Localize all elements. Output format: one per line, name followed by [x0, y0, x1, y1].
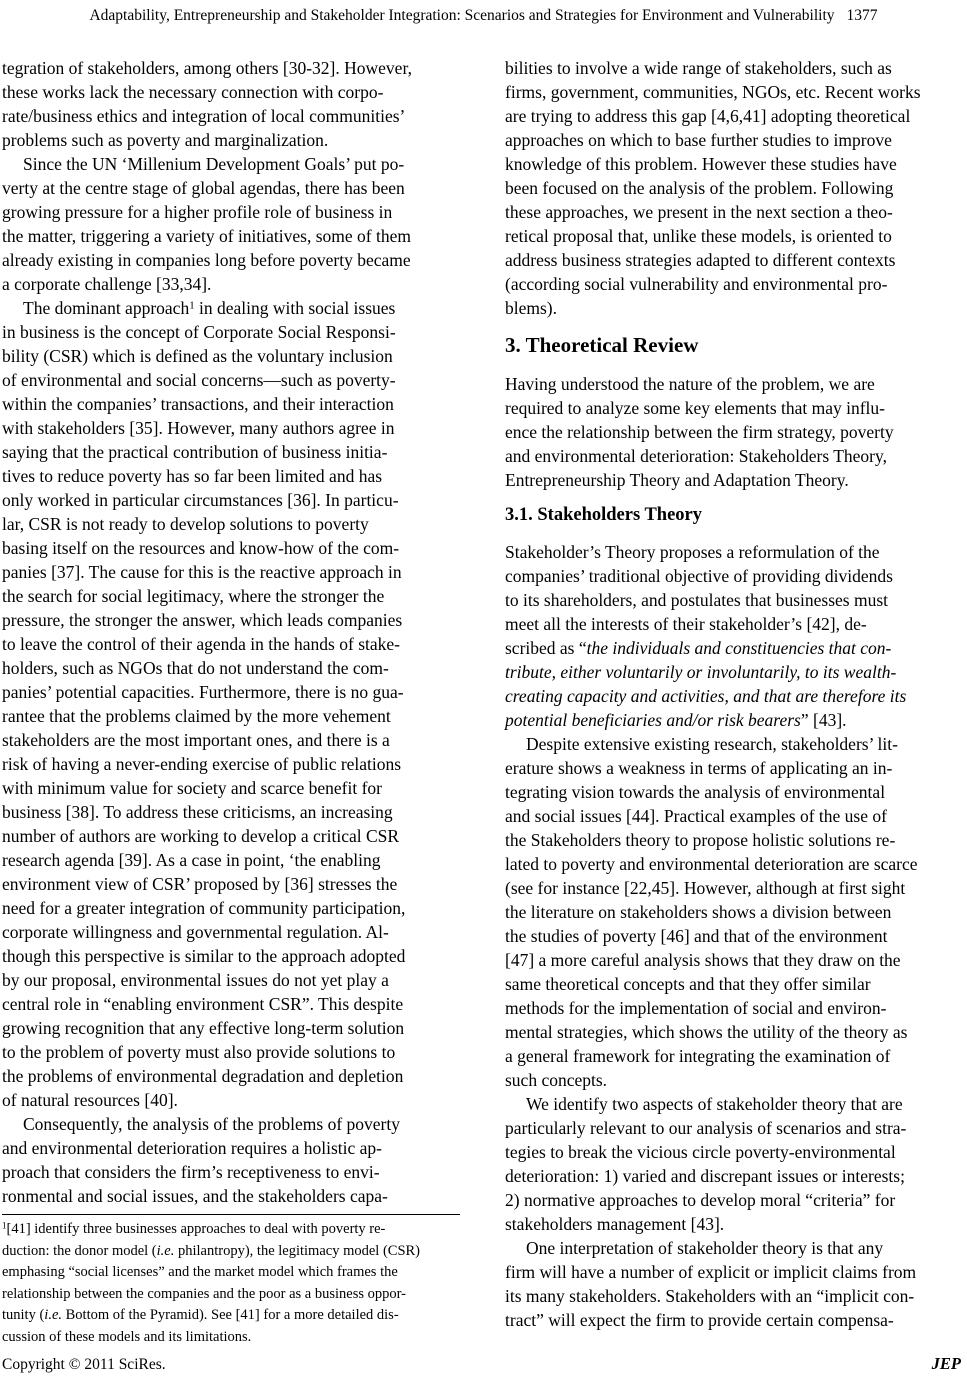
text-line: and social issues [44]. Practical examples of the use of	[505, 806, 887, 826]
text-line: tribute, either voluntarily or involuntarily, to its wealth-	[505, 662, 897, 682]
text-line: such concepts.	[505, 1070, 608, 1090]
text-line: One interpretation of stakeholder theory is that any	[526, 1238, 884, 1258]
text-line: The dominant approach$^1$ in dealing with social issues	[23, 298, 396, 318]
text-line: problems such as poverty and marginalization.	[2, 130, 329, 150]
text-line: by our proposal, environmental issues do not yet play a	[2, 970, 389, 990]
text-line: stakeholders are the most important ones, and there is a	[2, 730, 390, 750]
text-line: of natural resources [40].	[2, 1090, 178, 1110]
text-line: tract” will expect the firm to provide certain compensa-	[505, 1310, 894, 1330]
text-line: tunity (i.e. Bottom of the Pyramid). See [41] for a more detailed dis-	[2, 1307, 399, 1323]
text-line: to the problem of poverty must also provide solutions to	[2, 1042, 396, 1062]
text-line: only worked in particular circumstances [36]. In particu-	[2, 490, 399, 510]
text-line: mental strategies, which shows the utility of the theory as	[505, 1022, 908, 1042]
text-line: Having understood the nature of the problem, we are	[505, 374, 875, 394]
column-left	[2, 56, 460, 1348]
text-line: firm will have a number of explicit or implicit claims from	[505, 1262, 917, 1282]
text-line: creating capacity and activities, and that are therefore its	[505, 686, 907, 706]
paragraph	[505, 540, 967, 732]
text-line: (according social vulnerability and environmental pro-	[505, 274, 888, 294]
paragraph	[505, 1236, 967, 1332]
page-header	[0, 7, 967, 25]
text-line: rate/business ethics and integration of local communities’	[2, 106, 406, 126]
text-line: address business strategies adapted to different contexts	[505, 250, 896, 270]
text-line: a corporate challenge [33,34].	[2, 274, 212, 294]
paragraph	[2, 152, 460, 296]
text-line: its many stakeholders. Stakeholders with an “implicit con-	[505, 1286, 915, 1306]
text-line: the literature on stakeholders shows a division between	[505, 902, 892, 922]
text-line: erature shows a weakness in terms of applicating an in-	[505, 758, 893, 778]
text-line: Entrepreneurship Theory and Adaptation Theory.	[505, 470, 849, 490]
footnote	[2, 1219, 460, 1348]
text-line: research agenda [39]. As a case in point, ‘the enabling	[2, 850, 381, 870]
text-line: lated to poverty and environmental deterioration are scarce	[505, 854, 918, 874]
text-line: particularly relevant to our analysis of scenarios and stra-	[505, 1118, 907, 1138]
text-line: [47] a more careful analysis shows that they draw on the	[505, 950, 901, 970]
text-line: the Stakeholders theory to propose holistic solutions re-	[505, 830, 896, 850]
text-line: firms, government, communities, NGOs, etc. Recent works	[505, 82, 921, 102]
text-line: risk of having a never-ending exercise of public relations	[2, 754, 402, 774]
text-line: required to analyze some key elements that may influ-	[505, 398, 886, 418]
text-line: of environmental and social concerns—such as poverty-	[2, 370, 396, 390]
text-line: approaches on which to base further studies to improve	[505, 130, 892, 150]
text-line: Since the UN ‘Millenium Development Goals’ put po-	[23, 154, 405, 174]
text-line: and environmental deterioration requires a holistic ap-	[2, 1138, 383, 1158]
column-right	[505, 56, 967, 1348]
text-line: to leave the control of their agenda in the hands of stake-	[2, 634, 400, 654]
text-line: been focused on the analysis of the problem. Following	[505, 178, 894, 198]
text-line: companies’ traditional objective of providing dividends	[505, 566, 893, 586]
text-line: are trying to address this gap [4,6,41] adopting theoretical	[505, 106, 911, 126]
text-line: a general framework for integrating the examination of	[505, 1046, 891, 1066]
paragraph	[2, 1112, 460, 1208]
text-line: panies [37]. The cause for this is the reactive approach in	[2, 562, 402, 582]
text-line: with stakeholders [35]. However, many authors agree in	[2, 418, 395, 438]
text-line: Despite extensive existing research, stakeholders’ lit-	[526, 734, 898, 754]
section-heading: 3.1. Stakeholders Theory	[505, 505, 703, 525]
text-line: these works lack the necessary connection with corpo-	[2, 82, 384, 102]
text-line: with minimum value for society and scarce benefit for	[2, 778, 383, 798]
text-line: blems).	[505, 298, 558, 318]
paragraph	[2, 296, 460, 1112]
footnote-rule	[2, 1214, 460, 1215]
text-line: growing recognition that any effective long-term solution	[2, 1018, 405, 1038]
text-line: lar, CSR is not ready to develop solutions to poverty	[2, 514, 369, 534]
copyright-notice: Copyright © 2011 SciRes.	[2, 1356, 166, 1373]
text-line: relationship between the companies and the poor as a business oppor-	[2, 1285, 406, 1302]
section-heading: 3. Theoretical Review	[505, 333, 699, 357]
text-line: the matter, triggering a variety of initiatives, some of them	[2, 226, 411, 246]
text-line: holders, such as NGOs that do not understand the com-	[2, 658, 389, 678]
paragraph	[2, 1219, 460, 1348]
text-line: the studies of poverty [46] and that of the environment	[505, 926, 888, 946]
text-line: retical proposal that, unlike these models, is oriented to	[505, 226, 892, 246]
text-line: cussion of these models and its limitations.	[2, 1328, 252, 1345]
paragraph	[505, 732, 967, 1092]
text-line: within the companies’ transactions, and their interaction	[2, 394, 394, 414]
superscript-footnote-marker: 1	[189, 299, 195, 312]
text-line: the search for social legitimacy, where the stronger the	[2, 586, 385, 606]
text-line: meet all the interests of their stakeholder’s [42], de-	[505, 614, 867, 634]
text-line: $^1$[41] identify three businesses approaches to deal with poverty re-	[2, 1220, 386, 1237]
text-line: pressure, the stronger the answer, which leads companies	[2, 610, 403, 630]
text-line: central role in “enabling environment CSR”. This despite	[2, 994, 404, 1014]
text-line: duction: the donor model (i.e. philantropy), the legitimacy model (CSR)	[2, 1242, 421, 1259]
text-line: number of authors are working to develop a critical CSR	[2, 826, 400, 846]
running-title: Adaptability, Entrepreneurship and Stakeholder Integration: Scenarios and Strategies for Environment and Vulnerability	[89, 7, 835, 24]
text-line: rantee that the problems claimed by the more vehement	[2, 706, 391, 726]
text-line: same theoretical concepts and that they offer similar	[505, 974, 871, 994]
text-line: proach that considers the firm’s receptiveness to envi-	[2, 1162, 380, 1182]
text-line: ence the relationship between the firm strategy, poverty	[505, 422, 894, 442]
paragraph	[505, 56, 967, 320]
text-line: corporate willingness and governmental regulation. Al-	[2, 922, 389, 942]
text-line: tegies to break the vicious circle poverty-environmental	[505, 1142, 896, 1162]
text-line: (see for instance [22,45]. However, although at first sight	[505, 878, 906, 898]
text-line: tives to reduce poverty has so far been limited and has	[2, 466, 383, 486]
text-line: bility (CSR) which is defined as the voluntary inclusion	[2, 346, 393, 366]
text-line: tegration of stakeholders, among others [30-32]. However,	[2, 58, 412, 78]
text-line: emphasing “social licenses” and the market model which frames the	[2, 1264, 398, 1280]
text-line: potential beneficiaries and/or risk bearers” [43].	[505, 710, 847, 730]
text-line: verty at the centre stage of global agendas, there has been	[2, 178, 405, 198]
text-line: stakeholders management [43].	[505, 1214, 725, 1234]
text-line: to its shareholders, and postulates that businesses must	[505, 590, 889, 610]
text-line: though this perspective is similar to the approach adopted	[2, 946, 406, 966]
page-number: 1377	[846, 7, 878, 24]
page-footer	[2, 1354, 961, 1374]
text-line: panies’ potential capacities. Furthermore, there is no gua-	[2, 682, 404, 702]
text-line: basing itself on the resources and know-how of the com-	[2, 538, 400, 558]
text-line: environment view of CSR’ proposed by [36] stresses the	[2, 874, 398, 894]
journal-abbreviation: JEP	[931, 1354, 961, 1373]
text-line: need for a greater integration of community participation,	[2, 898, 406, 918]
text-line: tegrating vision towards the analysis of environmental	[505, 782, 886, 802]
superscript-footnote-marker: 1	[2, 1220, 7, 1231]
text-line: ronmental and social issues, and the stakeholders capa-	[2, 1186, 388, 1206]
text-line: these approaches, we present in the next section a theo-	[505, 202, 893, 222]
article-body	[2, 56, 967, 1348]
column-left-text	[2, 56, 460, 1208]
text-line: saying that the practical contribution of business initia-	[2, 442, 388, 462]
paragraph	[505, 1092, 967, 1236]
text-line: 2) normative approaches to develop moral “criteria” for	[505, 1190, 896, 1210]
text-line: in business is the concept of Corporate Social Responsi-	[2, 322, 396, 342]
text-line: Stakeholder’s Theory proposes a reformulation of the	[505, 542, 880, 562]
text-line: knowledge of this problem. However these studies have	[505, 154, 897, 174]
text-line: Consequently, the analysis of the problems of poverty	[23, 1114, 400, 1134]
text-line: already existing in companies long before poverty became	[2, 250, 411, 270]
text-line: bilities to involve a wide range of stakeholders, such as	[505, 58, 892, 78]
text-line: deterioration: 1) varied and discrepant issues or interests;	[505, 1166, 905, 1186]
text-line: methods for the implementation of social and environ-	[505, 998, 887, 1018]
paragraph	[2, 56, 460, 152]
text-line: the problems of environmental degradation and depletion	[2, 1066, 404, 1086]
text-line: business [38]. To address these criticisms, an increasing	[2, 802, 393, 822]
text-line: and environmental deterioration: Stakeholders Theory,	[505, 446, 887, 466]
paragraph	[505, 372, 967, 492]
text-line: We identify two aspects of stakeholder theory that are	[526, 1094, 903, 1114]
text-line: scribed as “the individuals and constituencies that con-	[505, 638, 892, 658]
text-line: growing pressure for a higher profile role of business in	[2, 202, 393, 222]
